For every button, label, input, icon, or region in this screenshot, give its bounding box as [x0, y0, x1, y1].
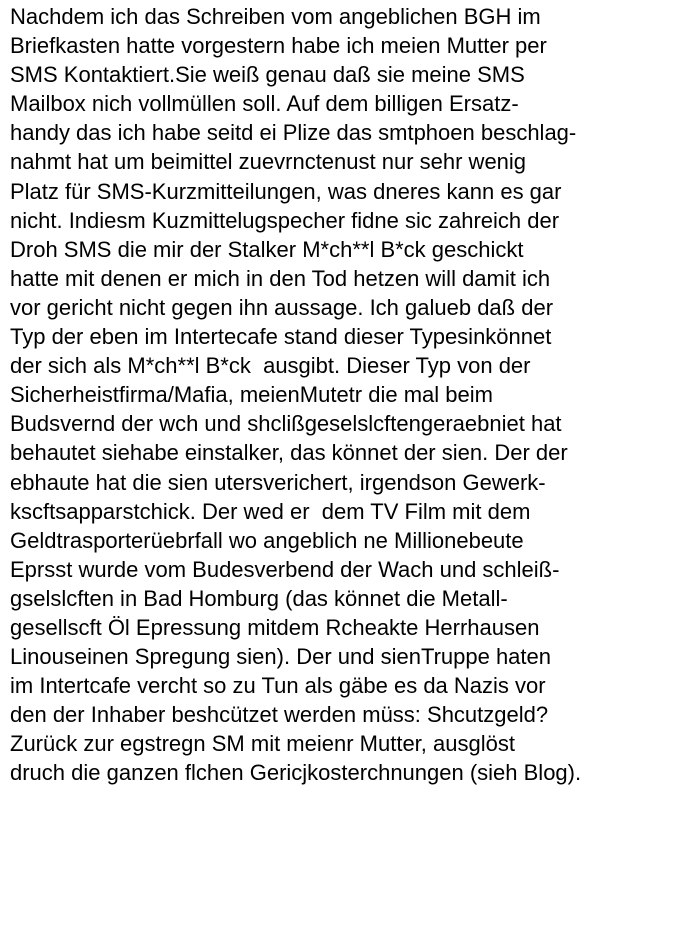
- text-line: Mailbox nich vollmüllen soll. Auf dem billigen Ersatz-: [10, 91, 519, 117]
- text-line: der sich als M*ch**l B*ck ausgibt. Dieser Typ von der: [10, 353, 531, 379]
- text-line: gesellscft Öl Epressung mitdem Rcheakte Herrhausen: [10, 614, 540, 640]
- text-line: kscftsapparstchick. Der wed er dem TV Film mit dem: [10, 498, 531, 524]
- text-line: gselslcften in Bad Homburg (das könnet die Metall-: [10, 585, 508, 611]
- text-line: Sicherheistfirma/Mafia, meienMutetr die mal beim: [10, 382, 493, 408]
- text-line: Zurück zur egstregn SM mit meienr Mutter, ausglöst: [10, 731, 515, 757]
- text-line: ebhaute hat die sien utersverichert, irgendson Gewerk-: [10, 469, 546, 495]
- text-line: Typ der eben im Intertecafe stand dieser Typesinkönnet: [10, 324, 552, 350]
- text-line: Eprsst wurde vom Budesverbend der Wach und schleiß-: [10, 556, 560, 582]
- text-line: behautet siehabe einstalker, das könnet der sien. Der der: [10, 440, 568, 466]
- text-line: im Intertcafe vercht so zu Tun als gäbe es da Nazis vor: [10, 673, 546, 699]
- text-line: Platz für SMS-Kurzmitteilungen, was dneres kann es gar: [10, 178, 562, 204]
- text-line: Droh SMS die mir der Stalker M*ch**l B*ck geschickt: [10, 236, 524, 262]
- text-line: Budsvernd der wch und shclißgeselslcftengeraebniet hat: [10, 411, 562, 437]
- text-line: nahmt hat um beimittel zuevrnctenust nur sehr wenig: [10, 149, 527, 175]
- text-line: druch die ganzen flchen Gericjkosterchnungen (sieh Blog).: [10, 760, 582, 786]
- text-line: hatte mit denen er mich in den Tod hetzen will damit ich: [10, 265, 551, 291]
- text-line: vor gericht nicht gegen ihn aussage. Ich galueb daß der: [10, 294, 554, 320]
- text-line: SMS Kontaktiert.Sie weiß genau daß sie meine SMS: [10, 62, 525, 88]
- text-line: handy das ich habe seitd ei Plize das smtphoen beschlag-: [10, 120, 577, 146]
- text-line: Briefkasten hatte vorgestern habe ich meien Mutter per: [10, 33, 547, 59]
- text-line: nicht. Indiesm Kuzmittelugspecher fidne sic zahreich der: [10, 207, 560, 233]
- text-line: Linouseinen Spregung sien). Der und sienTruppe haten: [10, 644, 551, 670]
- text-line: Nachdem ich das Schreiben vom angeblichen BGH im: [10, 4, 541, 29]
- body-text: [10, 2, 680, 788]
- text-line: Geldtrasporterüebrfall wo angeblich ne Millionebeute: [10, 527, 524, 553]
- text-line: den der Inhaber beshcützet werden müss: Shcutzgeld?: [10, 702, 549, 728]
